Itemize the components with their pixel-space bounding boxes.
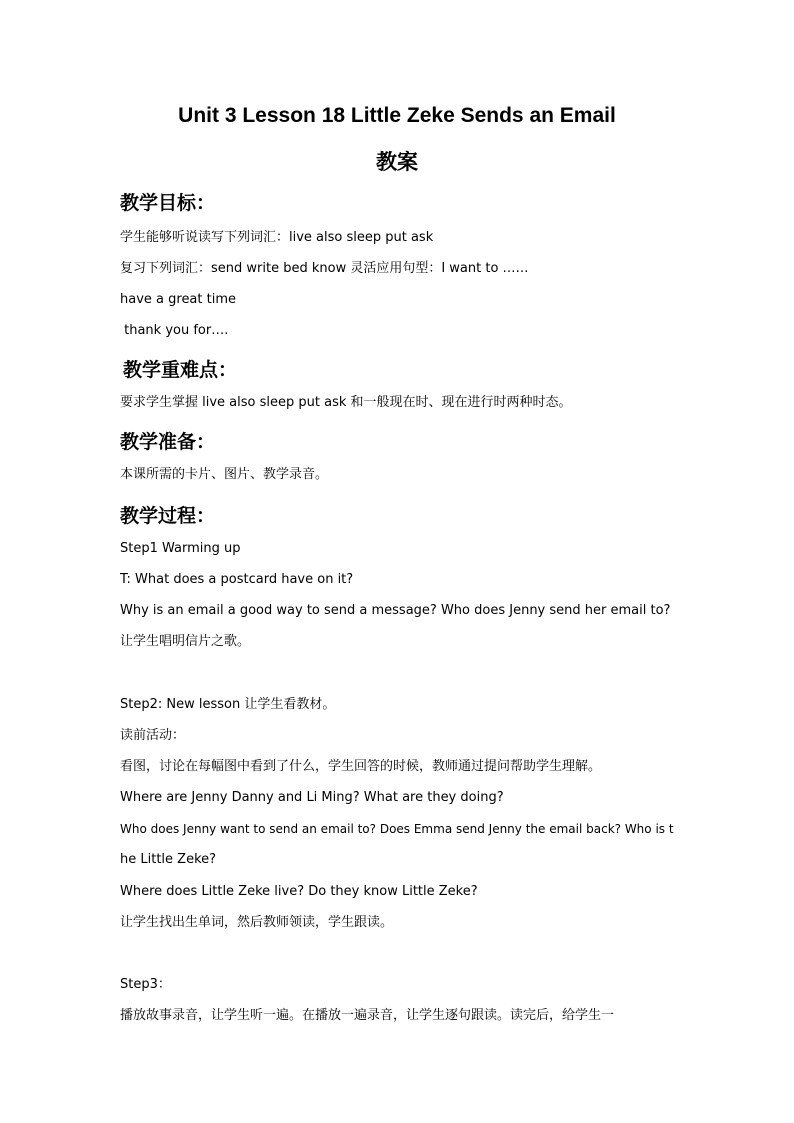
process-line: Step2: New lesson 让学生看教材。 <box>120 697 336 712</box>
process-heading: 教学过程： <box>120 505 216 527</box>
objectives-heading: 教学目标： <box>120 192 216 214</box>
process-line: 看图，讨论在每幅图中看到了什么，学生回答的时候，教师通过提问帮助学生理解。 <box>120 759 602 774</box>
preparation-heading: 教学准备： <box>120 431 216 453</box>
process-line: Why is an email a good way to send a message? Who does Jenny send her email to? <box>120 603 671 618</box>
document-subtitle: 教案 <box>376 149 418 174</box>
document-title: Unit 3 Lesson 18 Little Zeke Sends an Email <box>178 104 616 127</box>
process-line: 读前活动： <box>120 728 186 743</box>
process-line: he Little Zeke? <box>120 852 217 867</box>
process-line: Step3： <box>120 977 171 992</box>
process-line: 让学生唱明信片之歌。 <box>120 634 251 649</box>
objectives-line: 学生能够听说读写下列词汇：live also sleep put ask <box>120 230 434 245</box>
process-line: T: What does a postcard have on it? <box>120 572 354 587</box>
key-points-line: 要求学生掌握 live also sleep put ask 和一般现在时、现在进行时两种时态。 <box>120 395 572 410</box>
preparation-line: 本课所需的卡片、图片、教学录音。 <box>120 467 329 482</box>
objectives-line: thank you for…. <box>120 323 237 338</box>
process-line: Who does Jenny want to send an email to? Does Emma send Jenny the email back? Who is t <box>120 822 674 836</box>
objectives-line: have a great time <box>120 292 237 307</box>
process-line: Where does Little Zeke live? Do they know Little Zeke? <box>120 884 478 899</box>
key-points-heading: 教学重难点： <box>123 359 238 381</box>
process-line: Step1 Warming up <box>120 541 241 556</box>
objectives-line: 复习下列词汇：send write bed know 灵活应用句型：I want to …… <box>120 261 529 276</box>
process-line: 让学生找出生单词，然后教师领读，学生跟读。 <box>120 915 394 930</box>
process-line: 播放故事录音，让学生听一遍。在播放一遍录音，让学生逐句跟读。读完后，给学生一 <box>120 1008 615 1023</box>
process-line: Where are Jenny Danny and Li Ming? What are they doing? <box>120 790 504 805</box>
